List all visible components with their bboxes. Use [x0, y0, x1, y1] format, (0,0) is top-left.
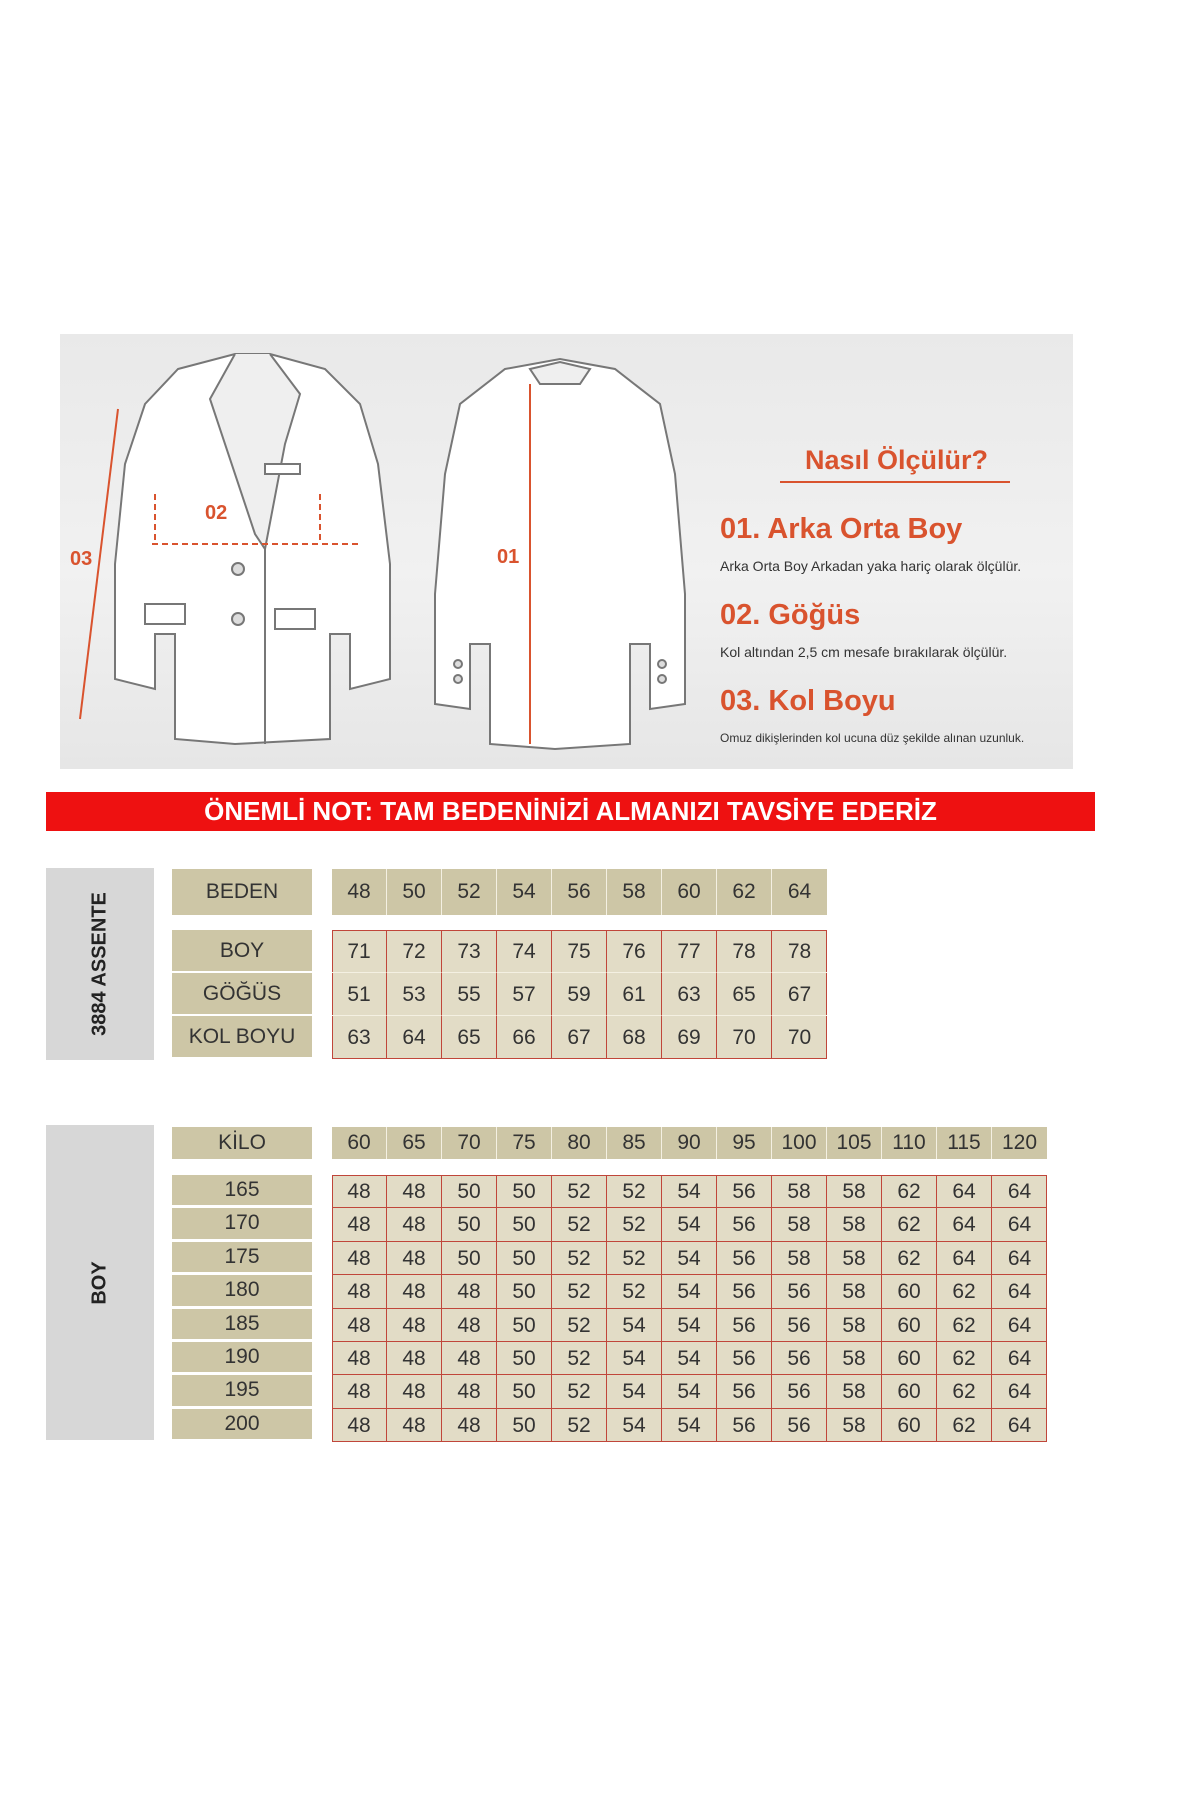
fit-value-cell: 48 [442, 1375, 497, 1408]
fit-value-cell: 48 [332, 1242, 387, 1275]
fit-value-cell: 48 [332, 1409, 387, 1442]
size-value-cell: 57 [497, 973, 552, 1016]
step-3-title: 03. Kol Boyu [720, 685, 896, 717]
fit-value-cell: 48 [332, 1275, 387, 1308]
fit-value-cell: 54 [662, 1409, 717, 1442]
size-value-cell: 67 [772, 973, 827, 1016]
fit-value-cell: 48 [332, 1375, 387, 1408]
fit-value-cell: 56 [717, 1342, 772, 1375]
fit-value-cell: 48 [387, 1375, 442, 1408]
size-header-cell: 48 [332, 869, 387, 915]
fit-value-cell: 58 [827, 1242, 882, 1275]
fit-value-cell: 48 [442, 1409, 497, 1442]
fit-value-cell: 62 [882, 1242, 937, 1275]
back-length-label: 01 [497, 546, 520, 568]
fit-value-cell: 48 [332, 1175, 387, 1208]
fit-value-cell: 50 [442, 1208, 497, 1241]
fit-value-cell: 50 [442, 1175, 497, 1208]
fit-value-cell: 64 [992, 1309, 1047, 1342]
fit-value-cell: 50 [497, 1375, 552, 1408]
fit-value-cell: 64 [992, 1375, 1047, 1408]
fit-row-label: 175 [172, 1242, 312, 1272]
fit-value-cell: 52 [552, 1375, 607, 1408]
fit-value-cell: 60 [882, 1409, 937, 1442]
fit-value-cell: 56 [772, 1409, 827, 1442]
fit-value-cell: 48 [387, 1208, 442, 1241]
fit-value-cell: 64 [937, 1208, 992, 1241]
fit-value-cell: 62 [882, 1208, 937, 1241]
fit-header-cell: 60 [332, 1127, 387, 1159]
fit-value-cell: 52 [552, 1275, 607, 1308]
fit-header-cell: 70 [442, 1127, 497, 1159]
fit-value-cell: 58 [772, 1242, 827, 1275]
fit-header-cell: 115 [937, 1127, 992, 1159]
size-value-cell: 72 [387, 930, 442, 973]
size-row-label: BOY [172, 930, 312, 971]
jacket-illustrations [60, 334, 1073, 769]
fit-value-cell: 48 [332, 1342, 387, 1375]
fit-value-cell: 54 [662, 1275, 717, 1308]
fit-value-cell: 56 [717, 1242, 772, 1275]
fit-header-cell: 85 [607, 1127, 662, 1159]
fit-value-cell: 64 [992, 1275, 1047, 1308]
size-header-label: BEDEN [172, 869, 312, 915]
fit-value-cell: 48 [387, 1309, 442, 1342]
fit-value-cell: 48 [332, 1309, 387, 1342]
size-value-cell: 55 [442, 973, 497, 1016]
step-2-title: 02. Göğüs [720, 599, 861, 631]
fit-header-cell: 120 [1001, 1131, 1038, 1154]
fit-header-cell: 95 [717, 1127, 772, 1159]
fit-value-cell: 48 [387, 1409, 442, 1442]
size-value-cell: 76 [607, 930, 662, 973]
fit-header-cell: 75 [497, 1127, 552, 1159]
size-table-side-label: 3884 ASSENTE [88, 892, 111, 1036]
fit-value-cell: 50 [442, 1242, 497, 1275]
howto-underline [780, 481, 1010, 483]
fit-row-label: 185 [172, 1309, 312, 1339]
size-value-cell: 75 [552, 930, 607, 973]
step-1-desc: Arka Orta Boy Arkadan yaka hariç olarak ölçülür. [720, 558, 1022, 574]
size-value-cell: 68 [607, 1016, 662, 1059]
fit-header-cell: 110 [882, 1127, 937, 1159]
size-value-cell: 78 [717, 930, 772, 973]
fit-row-label: 180 [172, 1275, 312, 1305]
fit-header-cell: 90 [662, 1127, 717, 1159]
fit-value-cell: 58 [827, 1175, 882, 1208]
size-value-cell: 70 [717, 1016, 772, 1059]
chest-measure-label: 02 [205, 502, 228, 524]
fit-value-cell: 54 [607, 1309, 662, 1342]
fit-value-cell: 48 [332, 1208, 387, 1241]
fit-value-cell: 52 [607, 1208, 662, 1241]
fit-value-cell: 60 [882, 1309, 937, 1342]
fit-value-cell: 58 [827, 1375, 882, 1408]
fit-value-cell: 56 [717, 1409, 772, 1442]
fit-value-cell: 64 [992, 1342, 1047, 1375]
size-table-side-label-box [46, 868, 154, 1060]
fit-value-cell: 48 [387, 1275, 442, 1308]
fit-value-cell: 50 [497, 1175, 552, 1208]
fit-value-cell: 56 [717, 1275, 772, 1308]
size-value-cell: 73 [442, 930, 497, 973]
fit-row-label: 195 [172, 1375, 312, 1405]
fit-value-cell: 58 [827, 1409, 882, 1442]
fit-value-cell: 58 [772, 1175, 827, 1208]
fit-value-cell: 64 [992, 1242, 1047, 1275]
fit-value-cell: 56 [717, 1309, 772, 1342]
size-row-label: GÖĞÜS [172, 973, 312, 1014]
size-value-cell: 67 [552, 1016, 607, 1059]
size-value-cell: 78 [772, 930, 827, 973]
size-value-cell: 63 [332, 1016, 387, 1059]
fit-value-cell: 62 [882, 1175, 937, 1208]
fit-value-cell: 60 [882, 1342, 937, 1375]
fit-value-cell: 54 [662, 1342, 717, 1375]
fit-header-cell: 65 [387, 1127, 442, 1159]
fit-value-cell: 50 [497, 1275, 552, 1308]
fit-value-cell: 52 [607, 1175, 662, 1208]
fit-row-label: 190 [172, 1342, 312, 1372]
fit-row-label: 170 [172, 1208, 312, 1238]
fit-value-cell: 52 [552, 1242, 607, 1275]
size-value-cell: 77 [662, 930, 717, 973]
fit-value-cell: 52 [552, 1342, 607, 1375]
fit-value-cell: 56 [717, 1375, 772, 1408]
size-header-cell: 50 [387, 869, 442, 915]
size-value-cell: 53 [387, 973, 442, 1016]
fit-value-cell: 54 [607, 1409, 662, 1442]
fit-value-cell: 56 [772, 1375, 827, 1408]
fit-value-cell: 58 [827, 1275, 882, 1308]
fit-value-cell: 52 [552, 1409, 607, 1442]
size-value-cell: 70 [787, 1026, 812, 1049]
fit-value-cell: 64 [992, 1175, 1047, 1208]
fit-value-cell: 54 [662, 1175, 717, 1208]
fit-value-cell: 48 [442, 1275, 497, 1308]
fit-value-cell: 54 [662, 1208, 717, 1241]
size-header-cell: 58 [607, 869, 662, 915]
size-row-label: KOL BOYU [172, 1016, 312, 1057]
size-header-cell: 54 [497, 869, 552, 915]
fit-value-cell: 52 [552, 1309, 607, 1342]
fit-header-cell: 80 [552, 1127, 607, 1159]
sleeve-measure-label: 03 [70, 548, 93, 570]
fit-value-cell: 50 [497, 1409, 552, 1442]
fit-value-cell: 58 [827, 1208, 882, 1241]
size-value-cell: 65 [442, 1016, 497, 1059]
fit-value-cell: 64 [1007, 1413, 1032, 1437]
fit-value-cell: 58 [827, 1342, 882, 1375]
fit-value-cell: 48 [442, 1309, 497, 1342]
fit-table-side-label-box [46, 1125, 154, 1440]
step-2-desc: Kol altından 2,5 cm mesafe bırakılarak ölçülür. [720, 644, 1008, 660]
fit-value-cell: 48 [387, 1175, 442, 1208]
fit-value-cell: 60 [882, 1275, 937, 1308]
size-value-cell: 74 [497, 930, 552, 973]
fit-value-cell: 54 [662, 1309, 717, 1342]
fit-value-cell: 62 [937, 1342, 992, 1375]
fit-value-cell: 64 [992, 1208, 1047, 1241]
fit-value-cell: 52 [607, 1242, 662, 1275]
fit-value-cell: 56 [772, 1275, 827, 1308]
size-header-cell: 60 [662, 869, 717, 915]
size-header-cell: 52 [442, 869, 497, 915]
fit-table-side-label: BOY [88, 1260, 111, 1305]
fit-value-cell: 56 [717, 1208, 772, 1241]
size-value-cell: 59 [552, 973, 607, 1016]
measurement-diagram [60, 334, 1073, 769]
fit-value-cell: 62 [937, 1309, 992, 1342]
fit-value-cell: 62 [937, 1375, 992, 1408]
fit-value-cell: 64 [937, 1175, 992, 1208]
fit-value-cell: 50 [497, 1242, 552, 1275]
fit-value-cell: 54 [607, 1375, 662, 1408]
fit-value-cell: 52 [607, 1275, 662, 1308]
fit-value-cell: 56 [717, 1175, 772, 1208]
fit-value-cell: 48 [442, 1342, 497, 1375]
fit-value-cell: 48 [387, 1342, 442, 1375]
size-value-cell: 63 [662, 973, 717, 1016]
fit-value-cell: 56 [772, 1342, 827, 1375]
fit-value-cell: 54 [662, 1375, 717, 1408]
size-value-cell: 66 [497, 1016, 552, 1059]
fit-value-cell: 60 [882, 1375, 937, 1408]
fit-value-cell: 62 [937, 1275, 992, 1308]
fit-value-cell: 54 [607, 1342, 662, 1375]
step-1-title: 01. Arka Orta Boy [720, 513, 963, 545]
size-value-cell: 71 [332, 930, 387, 973]
fit-value-cell: 50 [497, 1309, 552, 1342]
fit-row-label: 200 [172, 1409, 312, 1439]
fit-header-label: KİLO [172, 1127, 312, 1159]
important-note-banner: ÖNEMLİ NOT: TAM BEDENİNİZİ ALMANIZI TAVSİYE EDERİZ [46, 792, 1095, 831]
size-value-cell: 64 [387, 1016, 442, 1059]
fit-row-label: 165 [172, 1175, 312, 1205]
size-header-cell: 62 [717, 869, 772, 915]
fit-header-cell: 100 [772, 1127, 827, 1159]
fit-value-cell: 56 [772, 1309, 827, 1342]
fit-value-cell: 54 [662, 1242, 717, 1275]
howto-title: Nasıl Ölçülür? [805, 445, 989, 475]
size-value-cell: 65 [717, 973, 772, 1016]
fit-value-cell: 48 [387, 1242, 442, 1275]
fit-value-cell: 52 [552, 1208, 607, 1241]
size-header-cell: 56 [552, 869, 607, 915]
size-header-cell: 64 [787, 880, 812, 903]
step-3-desc: Omuz dikişlerinden kol ucuna düz şekilde alınan uzunluk. [720, 731, 1025, 745]
fit-value-cell: 62 [937, 1409, 992, 1442]
size-value-cell: 69 [662, 1016, 717, 1059]
fit-value-cell: 58 [772, 1208, 827, 1241]
size-value-cell: 61 [607, 973, 662, 1016]
fit-header-cell: 105 [827, 1127, 882, 1159]
fit-value-cell: 50 [497, 1342, 552, 1375]
size-value-cell: 51 [332, 973, 387, 1016]
fit-value-cell: 52 [552, 1175, 607, 1208]
fit-value-cell: 64 [937, 1242, 992, 1275]
fit-value-cell: 50 [497, 1208, 552, 1241]
fit-value-cell: 58 [827, 1309, 882, 1342]
